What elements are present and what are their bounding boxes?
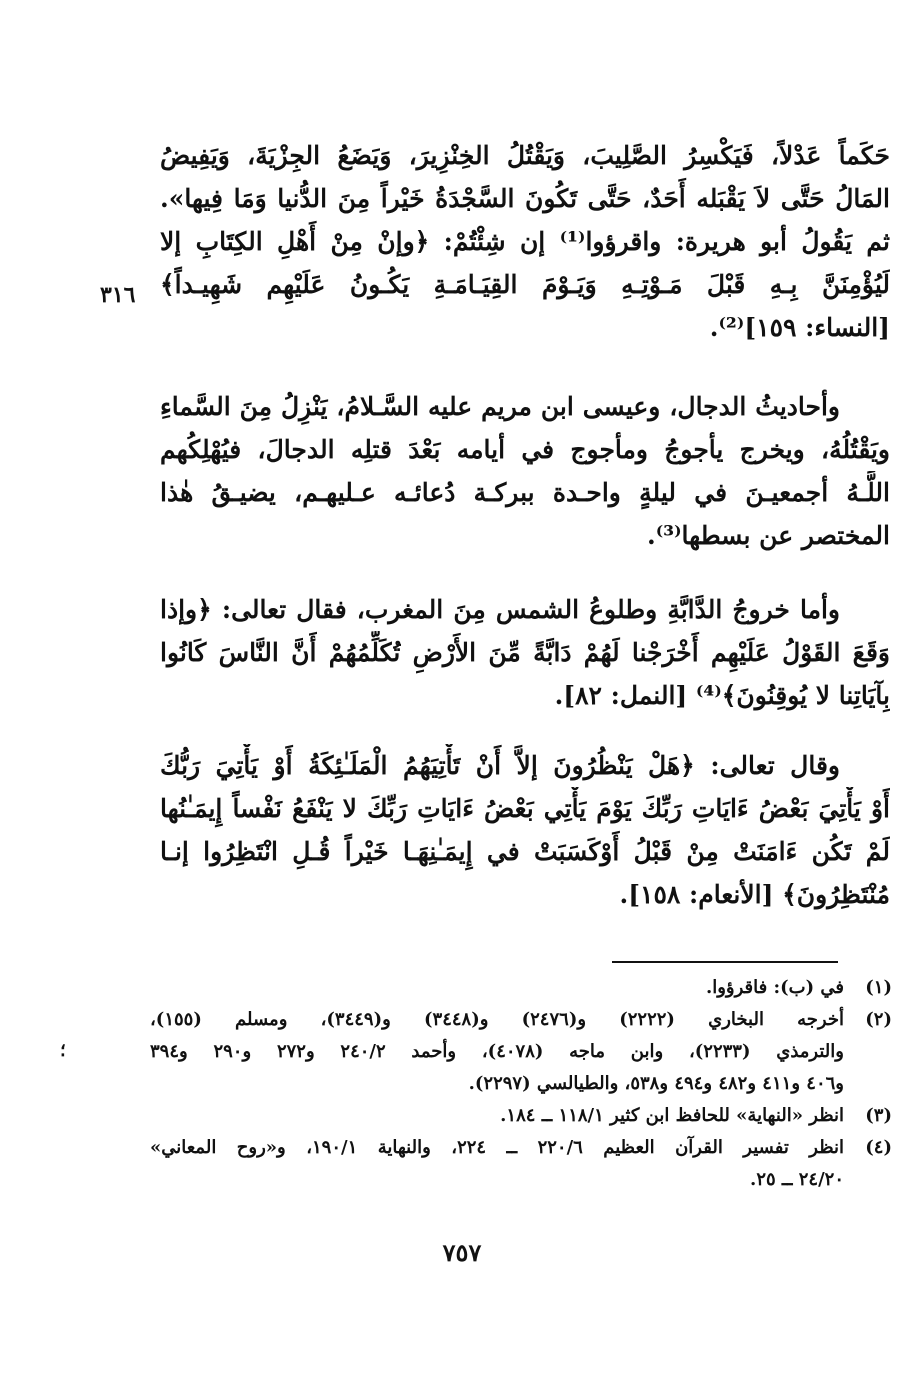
footnote-2 xyxy=(150,1004,892,1036)
footnote-3 xyxy=(150,1100,892,1132)
footnote-text: أخرجه البخاري (٢٢٢٢) و(٢٤٧٦) و(٣٤٤٨) و(٣٤٤٩)، ومسلم (١٥٥)، xyxy=(150,1009,844,1030)
paragraph-beast xyxy=(160,588,890,717)
margin-mark: ؛ xyxy=(60,1040,66,1061)
text-line: بِآيَاتِنا لا يُوقِنُونَ﴾⁽⁴⁾ [النمل: ٨٢]. xyxy=(554,681,890,710)
text-line: [النساء: ١٥٩]⁽²⁾. xyxy=(709,313,890,342)
footnote-4 xyxy=(150,1132,892,1164)
text-line: المختصر عن بسطها⁽³⁾. xyxy=(647,521,890,550)
paragraph-dajjal xyxy=(160,385,890,557)
footnote-number: (١) xyxy=(865,977,892,998)
footnote-4-continued: ٢٤/٢٠ ــ ٢٥. xyxy=(750,1169,844,1190)
text-line: ويَقْتُلُهُ، ويخرج يأجوجُ ومأجوج في أيامه بَعْدَ قتلِه الدجالَ، فيُهْلِكُهم xyxy=(160,435,890,464)
footnote-number: (٤) xyxy=(865,1137,892,1158)
footnote-number: (٢) xyxy=(865,1009,892,1030)
footnote-2-continued: و٤٠٦ و٤١١ و٤٨٢ و٤٩٤ و٥٣٨، والطيالسي (٢٢٩٧). xyxy=(468,1073,844,1094)
footnote-number: (٣) xyxy=(865,1105,892,1126)
text-line: وَقَعَ القَوْلُ عَلَيْهِم أَخْرَجْنا لَهُمْ دَابَّةً مِّنَ الأَرْضِ تُكَلِّمُهُمْ أَنَّ النَّاسَ كَانُوا xyxy=(160,638,890,667)
paragraph-signs xyxy=(160,744,890,916)
footnote-separator xyxy=(612,961,838,963)
footnote-2-continued: والترمذي (٢٢٣٣)، وابن ماجه (٤٠٧٨)، وأحمد ٢٤٠/٢ و٢٧٢ و٢٩٠ و٣٩٤ xyxy=(150,1041,844,1062)
text-line: وقال تعالى: ﴿هَلْ يَنْظُرُونَ إلاَّ أَنْ تَأْتِيَهُمُ الْمَلَـٰئِكَةُ أَوْ يَأْتِيَ رَبُّكَ xyxy=(160,751,840,780)
text-line: لَمْ تَكُن ءَامَنَتْ مِنْ قَبْلُ أَوْكَسَبَتْ في إِيمَـٰنِهَـا خَيْراً قُـلِ انْتَظِرُوا إنـا xyxy=(160,837,890,866)
text-line: وأما خروجُ الدَّابَّةِ وطلوعُ الشمس مِنَ المغرب، فقال تعالى: ﴿وإذا xyxy=(160,595,840,624)
text-line: مُنْتَظِرُونَ﴾ [الأنعام: ١٥٨]. xyxy=(619,880,890,909)
footnotes xyxy=(150,972,892,1196)
text-line: المَالُ حَتَّى لاَ يَقْبَله أَحَدٌ، حَتَّى تَكُونَ السَّجْدَةُ خَيْراً مِنَ الدُّنيا وَمَا فِيها». xyxy=(160,184,890,213)
text-line: اللَّـهُ أجمعيـنَ في ليلةٍ واحـدة ببركـة دُعائـه عـليهـم، يضيـقُ هٰذا xyxy=(160,478,890,507)
text-line: ثم يَقُولُ أبو هريرة: واقرؤوا⁽¹⁾ إن شِئْتُمْ: ﴿وإنْ مِنْ أَهْلِ الكِتَابِ إلا xyxy=(160,227,890,256)
text-line: أَوْ يَأْتِيَ بَعْضُ ءَايَاتِ رَبِّكَ يَوْمَ يَأْتِي بَعْضُ ءَايَاتِ رَبِّكَ لا يَنْفَعُ نَفْساً إِيمَـٰنُها xyxy=(160,794,890,823)
footnote-text: انظر «النهاية» للحافظ ابن كثير ١١٨/١ ــ ١٨٤. xyxy=(500,1105,844,1126)
page-number: ٧٥٧ xyxy=(442,1238,482,1267)
footnote-text: انظر تفسير القرآن العظيم ٢٢٠/٦ ــ ٢٢٤، والنهاية ١٩٠/١، و«روح المعاني» xyxy=(150,1137,844,1158)
text-line: وأحاديثُ الدجال، وعيسى ابن مريم عليه السَّـلامُ، يَنْزِلُ مِنَ السَّماءِ xyxy=(160,392,840,421)
margin-reference-number: ٣١٦ xyxy=(100,282,136,308)
paragraph-jesus-descent xyxy=(160,134,890,349)
text-line: حَكَماً عَدْلاً، فَيَكْسِرُ الصَّلِيبَ، وَيَقْتُلُ الخِنْزِيرَ، وَيَضَعُ الجِزْيَةَ، وَيَفِيضُ xyxy=(160,141,890,170)
text-line: لَيُؤْمِنَنَّ بِـهِ قَبْلَ مَـوْتِـهِ وَيَـوْمَ القِيَـامَـةِ يَكُـونُ عَلَيْهِم شَهِيـداً﴾ xyxy=(160,270,890,299)
footnote-1 xyxy=(150,972,892,1004)
footnote-text: في (ب): فاقرؤوا. xyxy=(705,977,844,998)
